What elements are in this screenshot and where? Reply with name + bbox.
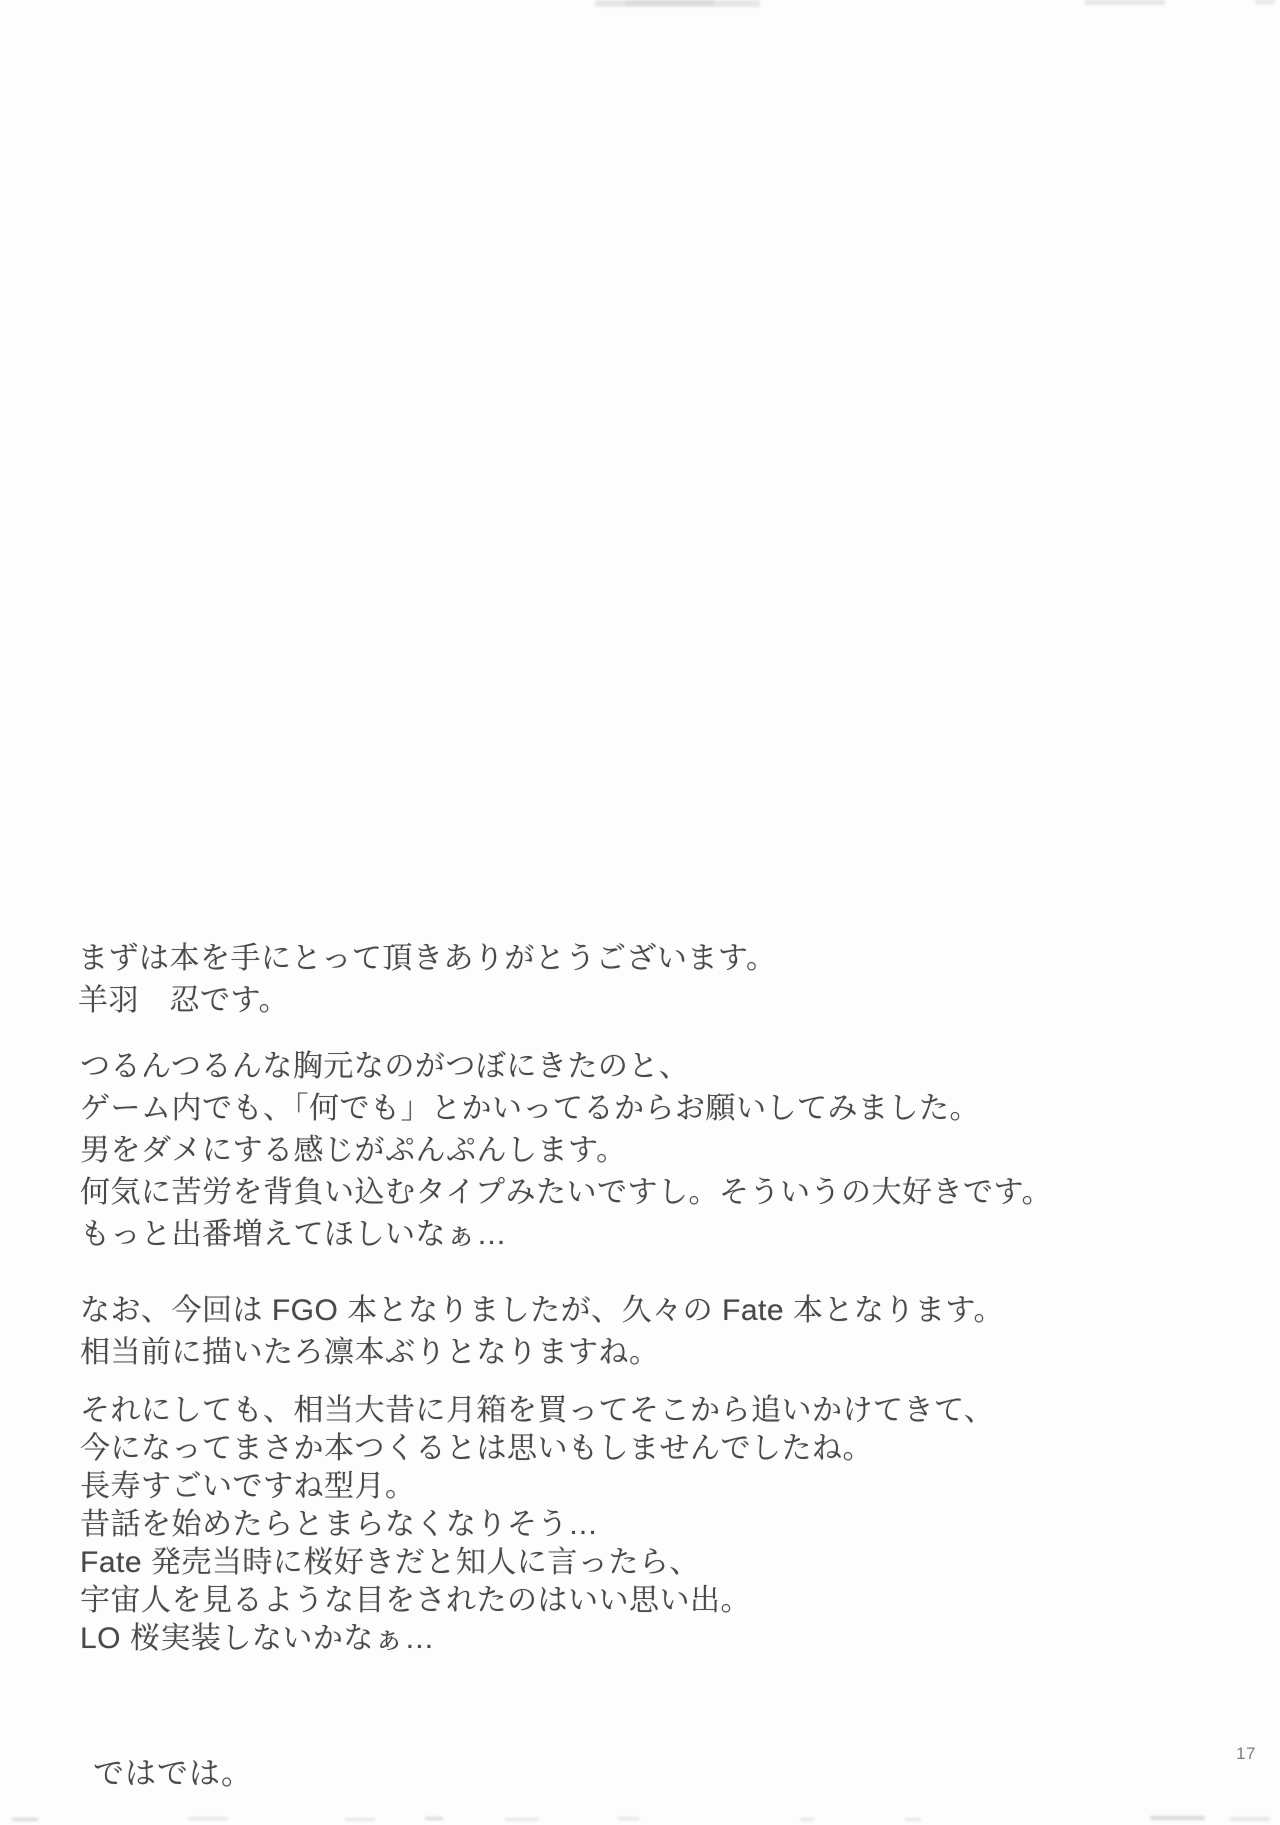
scan-artifact-top-3	[1085, 0, 1165, 5]
scan-artifact-top-4	[1255, 0, 1275, 4]
scan-artifact-bottom-1	[12, 1818, 38, 1821]
scan-artifact-bottom-10	[1230, 1817, 1270, 1821]
author-name-line: 羊羽 忍です。	[78, 984, 290, 1017]
paragraph-line: それにしても、相当大昔に月箱を買ってそこから追いかけてきて、	[80, 1394, 995, 1427]
closing-text: ではでは。	[93, 1756, 253, 1791]
paragraph-line: ゲーム内でも、「何でも」とかいってるからお願いしてみました。	[80, 1092, 980, 1125]
paragraph-line: Fate 発売当時に桜好きだと知人に言ったら、	[80, 1546, 700, 1579]
paragraph-line: 男をダメにする感じがぷんぷんします。	[80, 1134, 627, 1167]
paragraph-line: 相当前に描いたろ凛本ぶりとなりますね。	[80, 1336, 660, 1369]
character-paragraph	[80, 1046, 1052, 1256]
scan-artifact-bottom-7	[800, 1818, 814, 1821]
fgo-paragraph	[80, 1290, 1004, 1374]
paragraph-line: なお、今回は FGO 本となりましたが、久々の Fate 本となります。	[80, 1294, 1004, 1327]
typemoon-paragraph	[80, 1392, 994, 1658]
scan-artifact-bottom-8	[905, 1818, 921, 1821]
paragraph-line: 宇宙人を見るような目をされたのはいい思い出。	[80, 1584, 751, 1617]
scan-artifact-bottom-3	[345, 1818, 375, 1821]
scan-artifact-bottom-4	[425, 1817, 443, 1820]
scan-artifact-bottom-6	[618, 1817, 640, 1820]
scan-artifact-bottom-2	[188, 1817, 228, 1820]
page-number: 17	[1236, 1744, 1256, 1763]
greeting-paragraph	[78, 938, 777, 1022]
paragraph-line: 長寿すごいですね型月。	[80, 1470, 416, 1503]
paragraph-line: もっと出番増えてほしいなぁ…	[80, 1218, 507, 1251]
paragraph-line: LO 桜実装しないかなぁ…	[80, 1622, 435, 1655]
scan-artifact-top-2	[625, 1, 715, 5]
scan-artifact-bottom-9	[1150, 1816, 1205, 1820]
paragraph-line: 昔話を始めたらとまらなくなりそう…	[80, 1508, 599, 1541]
paragraph-line: つるんつるんな胸元なのがつぼにきたのと、	[80, 1050, 690, 1083]
greeting-line: まずは本を手にとって頂きありがとうございます。	[78, 942, 777, 975]
scan-artifact-bottom-5	[505, 1818, 539, 1821]
paragraph-line: 今になってまさか本つくるとは思いもしませんでしたね。	[80, 1432, 873, 1465]
paragraph-line: 何気に苦労を背負い込むタイプみたいですし。そういうの大好きです。	[80, 1176, 1053, 1209]
